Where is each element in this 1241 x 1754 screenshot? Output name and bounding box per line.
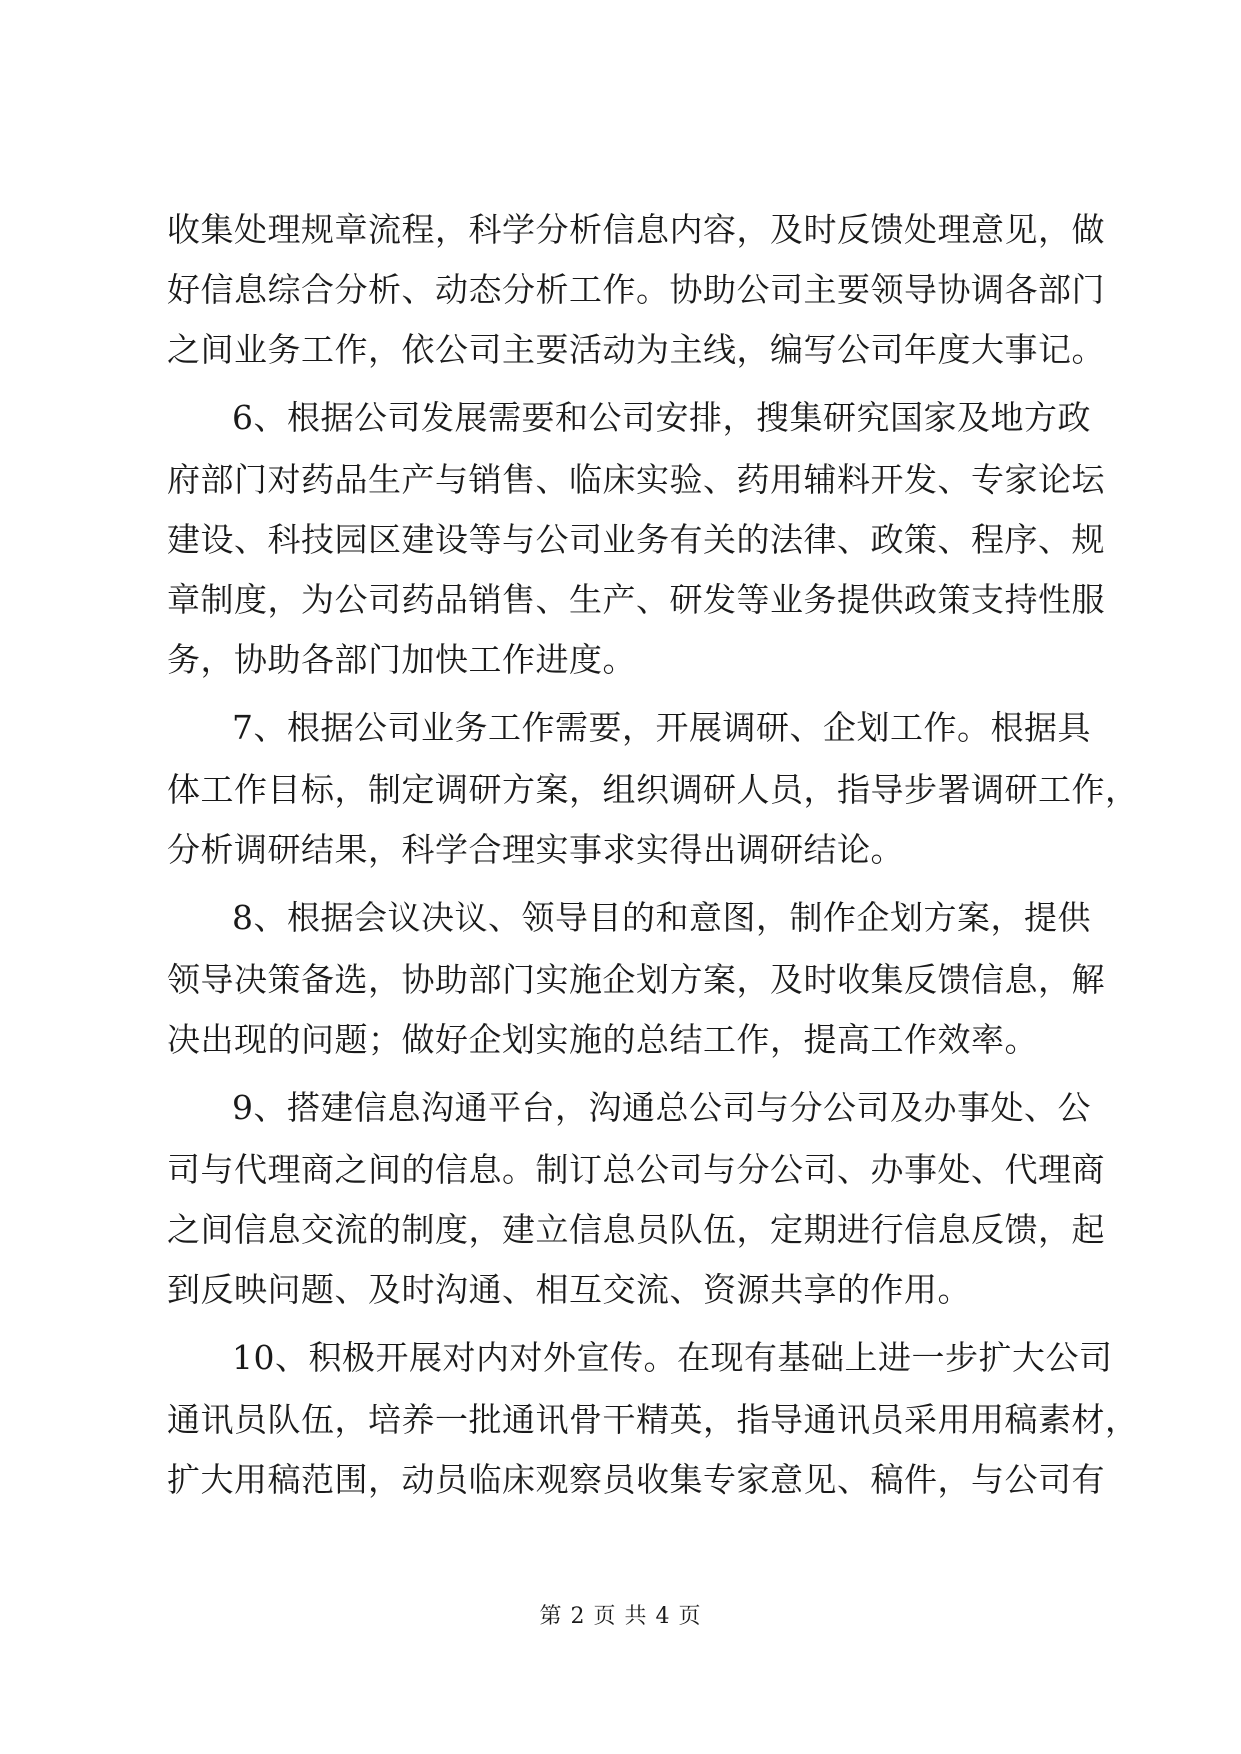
text-line: 务，协助各部门加快工作进度。 xyxy=(167,640,636,679)
paragraph-6-first-line: 6、根据公司发展需要和公司安排，搜集研究国家及地方政 xyxy=(232,398,1091,437)
text-line: 府部门对药品生产与销售、临床实验、药用辅料开发、专家论坛 xyxy=(167,460,1105,499)
page-number-footer: 第 2 页 共 4 页 xyxy=(539,1604,702,1629)
text-line: 之间信息交流的制度，建立信息员队伍，定期进行信息反馈，起 xyxy=(167,1210,1105,1249)
text-line: 决出现的问题；做好企划实施的总结工作，提高工作效率。 xyxy=(167,1020,1038,1059)
text-line: 之间业务工作，依公司主要活动为主线，编写公司年度大事记。 xyxy=(167,330,1105,369)
text-line: 体工作目标，制定调研方案，组织调研人员，指导步署调研工作， xyxy=(167,770,1139,809)
text-line: 章制度，为公司药品销售、生产、研发等业务提供政策支持性服 xyxy=(167,580,1105,619)
paragraph-7-first-line: 7、根据公司业务工作需要，开展调研、企划工作。根据具 xyxy=(232,708,1091,747)
text-line: 收集处理规章流程，科学分析信息内容，及时反馈处理意见，做 xyxy=(167,210,1105,249)
text-line: 到反映问题、及时沟通、相互交流、资源共享的作用。 xyxy=(167,1270,971,1309)
paragraph-8-first-line: 8、根据会议决议、领导目的和意图，制作企划方案，提供 xyxy=(232,898,1091,937)
text-line: 司与代理商之间的信息。制订总公司与分公司、办事处、代理商 xyxy=(167,1150,1105,1189)
text-line: 好信息综合分析、动态分析工作。协助公司主要领导协调各部门 xyxy=(167,270,1105,309)
paragraph-9-first-line: 9、搭建信息沟通平台，沟通总公司与分公司及办事处、公 xyxy=(232,1088,1091,1127)
text-line: 分析调研结果，科学合理实事求实得出调研结论。 xyxy=(167,830,904,869)
text-line: 扩大用稿范围，动员临床观察员收集专家意见、稿件，与公司有 xyxy=(167,1460,1105,1499)
text-line: 领导决策备选，协助部门实施企划方案，及时收集反馈信息，解 xyxy=(167,960,1105,999)
text-line: 通讯员队伍，培养一批通讯骨干精英，指导通讯员采用用稿素材， xyxy=(167,1400,1139,1439)
paragraph-10-first-line: 10、积极开展对内对外宣传。在现有基础上进一步扩大公司 xyxy=(232,1338,1113,1377)
text-line: 建设、科技园区建设等与公司业务有关的法律、政策、程序、规 xyxy=(167,520,1105,559)
